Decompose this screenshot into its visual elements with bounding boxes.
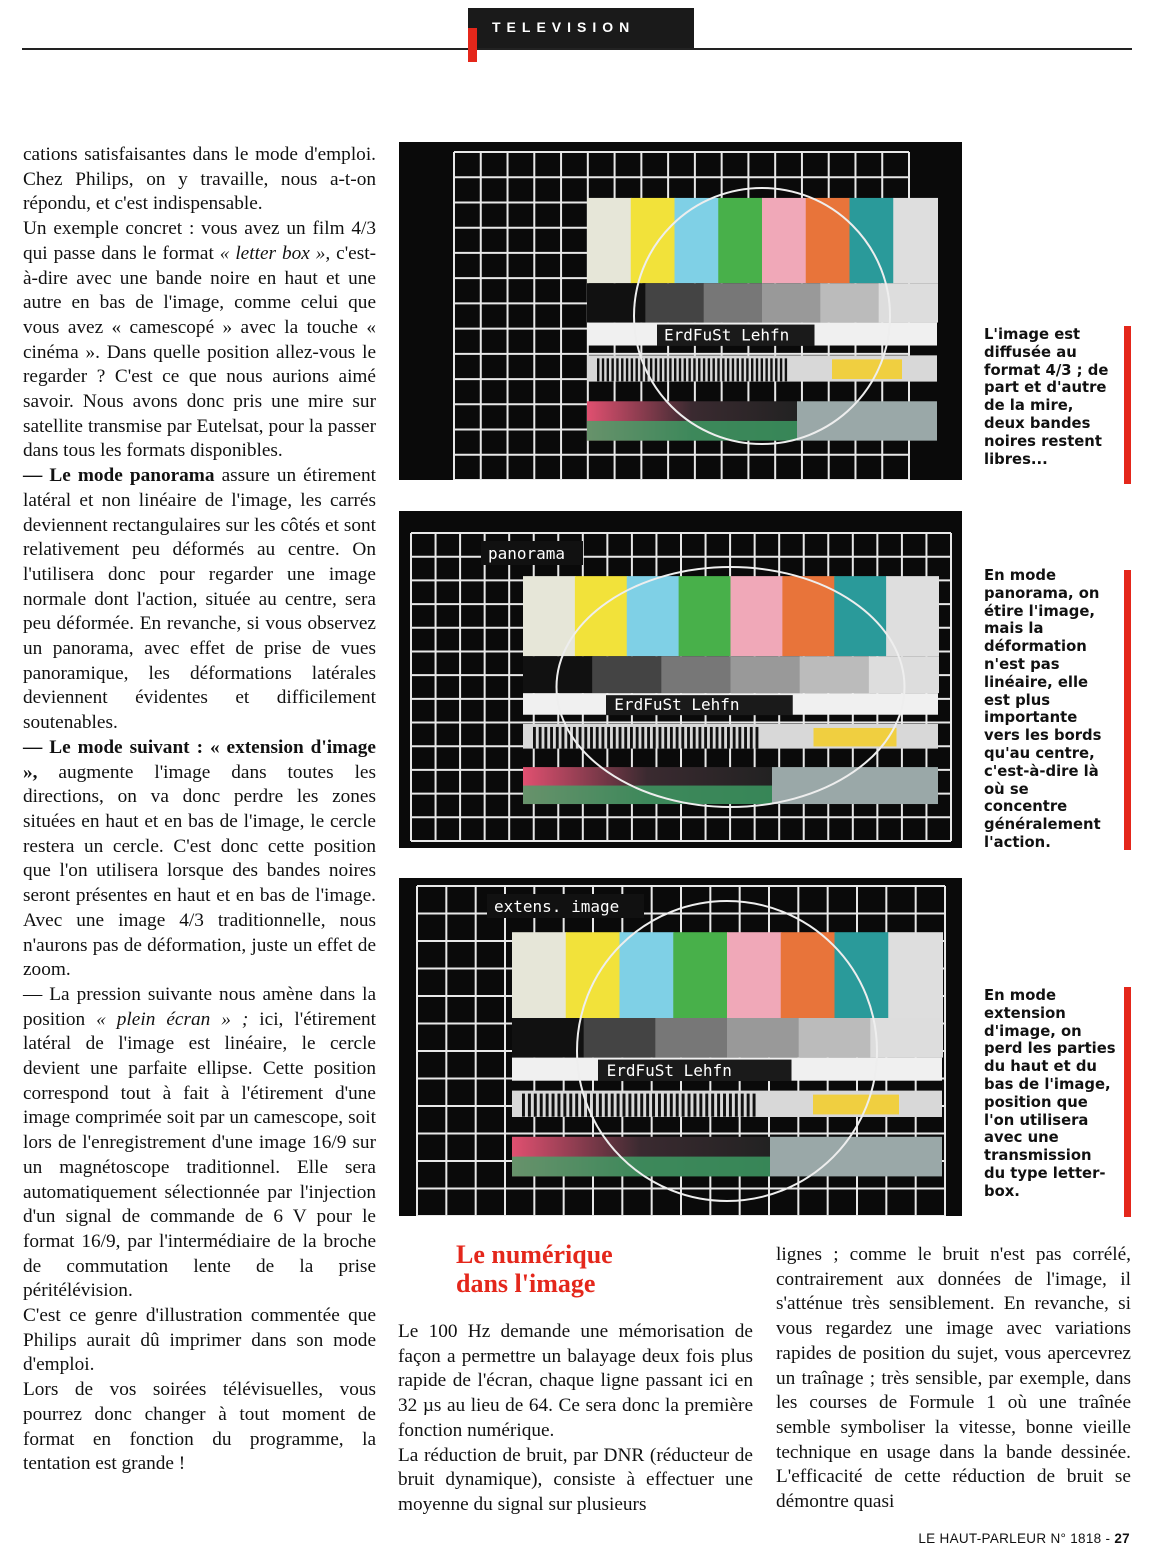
frequency-line xyxy=(596,727,599,749)
frequency-line xyxy=(599,1094,602,1117)
frequency-line xyxy=(775,358,777,381)
page-footer: LE HAUT-PARLEUR N° 1818 - 27 xyxy=(918,1531,1130,1546)
color-bar xyxy=(512,932,567,1018)
color-bar xyxy=(587,198,632,283)
frequency-line xyxy=(628,1094,631,1117)
frequency-line xyxy=(704,727,707,749)
frequency-line xyxy=(738,727,741,749)
testcard-photo-panorama xyxy=(399,511,962,848)
frequency-line xyxy=(688,358,690,381)
color-bar xyxy=(718,198,763,283)
color-bar xyxy=(627,576,680,656)
gray-step xyxy=(512,1018,585,1058)
frequency-line xyxy=(605,1094,608,1117)
paragraph: C'est ce genre d'illustration commentée que Philips aurait dû imprimer dans son mode d'emploi. xyxy=(23,1305,376,1376)
frequency-line xyxy=(693,1094,696,1117)
frequency-line xyxy=(746,358,748,381)
frequency-line xyxy=(664,727,667,749)
frequency-line xyxy=(681,727,684,749)
paragraph: — Le mode panorama assure un étirement latéral et non linéaire de l'image, les carrés deviennent rectangulaires sur les côtés et sont relativement peu déformés au centre. On l'utilisera donc pour regarder une image normale dont l'action, située au centre, sera peu déformée. En revanche, si vous observez un panorama, avec effet de prise de vues panoramique, les déformations latérales deviennent évidentes et difficilement soutenables. xyxy=(23,465,376,734)
frequency-line xyxy=(550,727,553,749)
page-number: 27 xyxy=(1114,1531,1130,1546)
frequency-line xyxy=(727,727,730,749)
paragraph: cations satisfaisantes dans le mode d'emploi. Chez Philips, on y travaille, nous a-t-on répondu, et c'est indispensable. xyxy=(23,144,376,215)
color-bar xyxy=(679,576,732,656)
frequency-line xyxy=(575,1094,578,1117)
frequency-line xyxy=(613,727,616,749)
frequency-line xyxy=(723,1094,726,1117)
color-bar xyxy=(673,932,728,1018)
frequency-line xyxy=(653,727,656,749)
frequency-line xyxy=(607,727,610,749)
section-tab-accent xyxy=(468,28,477,62)
frequency-line xyxy=(664,358,666,381)
frequency-line xyxy=(756,727,759,749)
color-bar xyxy=(835,932,890,1018)
frequency-line xyxy=(737,358,739,381)
frequency-line xyxy=(544,727,547,749)
article-column-right xyxy=(776,1243,1131,1515)
color-bar xyxy=(620,932,675,1018)
gray-step xyxy=(645,283,704,322)
frequency-line xyxy=(679,358,681,381)
frequency-line xyxy=(698,358,700,381)
frequency-line xyxy=(729,1094,732,1117)
testcard-id-text: ErdFuSt Lehfn xyxy=(606,1060,732,1080)
frequency-line xyxy=(684,358,686,381)
frequency-line xyxy=(646,1094,649,1117)
gray-patch xyxy=(797,401,937,440)
frequency-line xyxy=(611,358,613,381)
frequency-line xyxy=(716,727,719,749)
frequency-line xyxy=(539,727,542,749)
paragraph: Un exemple concret : vous avez un film 4/3 qui passe dans le format « letter box », c'est-à-dire avec une bande noire en haut et une autre en bas de l'image, comme celui que vous avez « camescopé » avec la touche « cinéma ». Dans quelle position allez-vous le regarder ? C'est ce que nous aurions aimé savoir. Nous avons donc pris une mire sur satellite transmise par Eutelsat, pour la passer dans tous les formats disponibles. xyxy=(23,218,377,462)
frequency-line xyxy=(770,358,772,381)
frequency-line xyxy=(616,358,618,381)
frequency-line xyxy=(693,727,696,749)
frequency-line xyxy=(533,727,536,749)
frequency-line xyxy=(741,358,743,381)
frequency-line xyxy=(652,1094,655,1117)
frequency-line xyxy=(619,727,622,749)
paragraph: Le 100 Hz demande une mémorisation de façon a permettre un balayage deux fois plus rapide de l'écran, chaque ligne passant ici en 32 µs au lieu de 64. Ce sera donc la première fonction numérique. xyxy=(398,1321,753,1441)
frequency-line xyxy=(676,1094,679,1117)
frequency-line xyxy=(563,1094,566,1117)
frequency-line xyxy=(647,727,650,749)
frequency-line xyxy=(688,1094,691,1117)
gray-step xyxy=(661,656,731,693)
testcard-id-text: ErdFuSt Lehfn xyxy=(664,325,790,345)
frequency-line xyxy=(780,358,782,381)
color-bar xyxy=(566,932,621,1018)
frequency-line xyxy=(528,1094,531,1117)
gray-step xyxy=(870,1018,943,1058)
frequency-line xyxy=(540,1094,543,1117)
photo-caption-2: En mode panorama, on étire l'image, mais la déformation n'est pas linéaire, elle est plus importante vers les bords qu'au centre, c'est-à-dire là où se concentre généralement l'action. xyxy=(984,567,1102,851)
gray-step xyxy=(799,1018,872,1058)
frequency-line xyxy=(687,727,690,749)
frequency-line xyxy=(636,727,639,749)
frequency-line xyxy=(522,1094,525,1117)
frequency-line xyxy=(556,727,559,749)
overlay-label: extens. image xyxy=(494,897,620,916)
frequency-line xyxy=(546,1094,549,1117)
frequency-line xyxy=(611,1094,614,1117)
frequency-line xyxy=(624,727,627,749)
color-bar xyxy=(893,198,938,283)
paragraph: — Le mode suivant : « extension d'image », augmente l'image dans toutes les directions, on va donc perdre les zones situées en haut et en bas de l'image, le cercle restera un cercle. C'est donc cette position que l'on utilisera lorsque des bandes noires seront présentes en haut et en bas de l'image. Avec une image 4/3 traditionnelle, nous n'aurons pas de déformation, juste un effet de zoom. xyxy=(23,736,376,981)
paragraph: Lors de vos soirées télévisuelles, vous pourrez donc changer à tout moment de format en fonction du programme, la tentation est grande ! xyxy=(23,1379,376,1475)
frequency-line xyxy=(641,727,644,749)
frequency-line xyxy=(676,727,679,749)
frequency-line xyxy=(717,1094,720,1117)
frequency-line xyxy=(756,358,758,381)
frequency-line xyxy=(703,358,705,381)
frequency-line xyxy=(733,727,736,749)
frequency-line xyxy=(630,727,633,749)
frequency-line xyxy=(584,727,587,749)
yellow-patch xyxy=(832,359,902,379)
color-bar xyxy=(762,198,807,283)
section-title: TELEVISION xyxy=(492,19,636,35)
frequency-line xyxy=(631,358,633,381)
frequency-line xyxy=(562,727,565,749)
frequency-line xyxy=(711,1094,714,1117)
frequency-line xyxy=(717,358,719,381)
gray-step xyxy=(800,656,870,693)
gray-step xyxy=(592,656,662,693)
gray-step xyxy=(727,1018,800,1058)
yellow-patch xyxy=(813,1095,899,1115)
frequency-line xyxy=(721,727,724,749)
frequency-line xyxy=(722,358,724,381)
color-bar xyxy=(675,198,720,283)
frequency-line xyxy=(732,358,734,381)
subheading: Le numérique dans l'image xyxy=(456,1240,613,1298)
photo-caption-3: En mode extension d'image, on perd les parties du haut et du bas de l'image, position que l'on utilisera avec une transmission du type letter-box. xyxy=(984,987,1116,1200)
frequency-line xyxy=(674,358,676,381)
testcard-id-text: ErdFuSt Lehfn xyxy=(614,695,740,715)
frequency-line xyxy=(621,358,623,381)
testcard-photo-extension xyxy=(399,878,962,1216)
gray-step xyxy=(731,656,801,693)
frequency-line xyxy=(658,1094,661,1117)
frequency-line xyxy=(607,358,609,381)
frequency-line xyxy=(626,358,628,381)
color-bar xyxy=(806,198,851,283)
frequency-line xyxy=(751,358,753,381)
frequency-line xyxy=(708,358,710,381)
gray-step xyxy=(655,1018,728,1058)
gray-step xyxy=(820,283,879,322)
frequency-line xyxy=(569,1094,572,1117)
frequency-line xyxy=(669,358,671,381)
gray-step xyxy=(584,1018,657,1058)
frequency-line xyxy=(593,1094,596,1117)
article-column-left xyxy=(23,143,376,1477)
color-bar xyxy=(631,198,676,283)
frequency-line xyxy=(601,727,604,749)
frequency-line xyxy=(655,358,657,381)
frequency-line xyxy=(664,1094,667,1117)
frequency-line xyxy=(753,1094,756,1117)
frequency-line xyxy=(744,727,747,749)
frequency-line xyxy=(713,358,715,381)
color-bar xyxy=(727,932,782,1018)
frequency-line xyxy=(761,358,763,381)
frequency-line xyxy=(617,1094,620,1117)
frequency-line xyxy=(705,1094,708,1117)
color-bar xyxy=(888,932,943,1018)
caption-accent-bar xyxy=(1124,987,1131,1217)
frequency-line xyxy=(750,727,753,749)
frequency-line xyxy=(597,358,599,381)
frequency-line xyxy=(741,1094,744,1117)
frequency-line xyxy=(640,1094,643,1117)
color-bar xyxy=(850,198,895,283)
color-bar xyxy=(731,576,784,656)
gray-step xyxy=(704,283,763,322)
frequency-line xyxy=(557,1094,560,1117)
frequency-line xyxy=(747,1094,750,1117)
frequency-line xyxy=(552,1094,555,1117)
frequency-line xyxy=(735,1094,738,1117)
article-column-middle xyxy=(398,1320,753,1518)
frequency-line xyxy=(710,727,713,749)
paragraph: — La pression suivante nous amène dans la position « plein écran » ; ici, l'étirement latéral de l'image est linéaire, le cercle devient une parfaite ellipse. Cette position correspond tout à fait à l'étirement d'une image comprimée soit par un camescope, soit lors de l'enregistrement d'une image 16/9 sur un magnétoscope traditionnel. Elle sera automatiquement sélectionnée par l'injection d'un signal de commande de 6 V pour le format 16/9, par l'intermédiaire de la broche de commutation lente de la prise péritélévision. xyxy=(23,983,376,1302)
frequency-line xyxy=(636,358,638,381)
paragraph: La réduction de bruit, par DNR (réducteur de bruit dynamique), consiste à effectuer une moyenne du signal sur plusieurs xyxy=(398,1444,753,1515)
frequency-line xyxy=(634,1094,637,1117)
frequency-line xyxy=(660,358,662,381)
gray-step xyxy=(762,283,821,322)
frequency-line xyxy=(659,727,662,749)
frequency-line xyxy=(590,727,593,749)
frequency-line xyxy=(602,358,604,381)
frequency-line xyxy=(698,727,701,749)
frequency-line xyxy=(699,1094,702,1117)
frequency-line xyxy=(727,358,729,381)
overlay-label: panorama xyxy=(488,544,566,563)
section-tab xyxy=(468,8,694,48)
frequency-line xyxy=(670,727,673,749)
color-bar xyxy=(781,932,836,1018)
paragraph: lignes ; comme le bruit n'est pas corrélé, contrairement aux données de l'image, il s'atténue très sensiblement. En revanche, si vous regardez une image avec variations rapides de position du sujet, vous apercevrez un traînage ; très sensible, par exemple, dans les courses de Formule 1 où une traînée semble symboliser la vitesse, bonne vieille technique en usage dans la bande dessinée. L'efficacité de cette réduction de bruit se démontre quasi xyxy=(776,1244,1131,1513)
color-bar xyxy=(575,576,628,656)
frequency-line xyxy=(785,358,787,381)
frequency-line xyxy=(765,358,767,381)
color-bar xyxy=(834,576,887,656)
frequency-line xyxy=(693,358,695,381)
frequency-line xyxy=(682,1094,685,1117)
caption-accent-bar xyxy=(1124,326,1131,484)
caption-accent-bar xyxy=(1124,570,1131,850)
green-band xyxy=(523,786,772,804)
testcard-photo-4-3 xyxy=(399,142,962,480)
frequency-line xyxy=(534,1094,537,1117)
frequency-line xyxy=(623,1094,626,1117)
frequency-line xyxy=(670,1094,673,1117)
photo-caption-1: L'image est diffusée au format 4/3 ; de part et d'autre de la mire, deux bandes noires restent libres... xyxy=(984,326,1109,468)
gray-patch xyxy=(770,1137,942,1177)
header-rule xyxy=(22,48,1132,50)
